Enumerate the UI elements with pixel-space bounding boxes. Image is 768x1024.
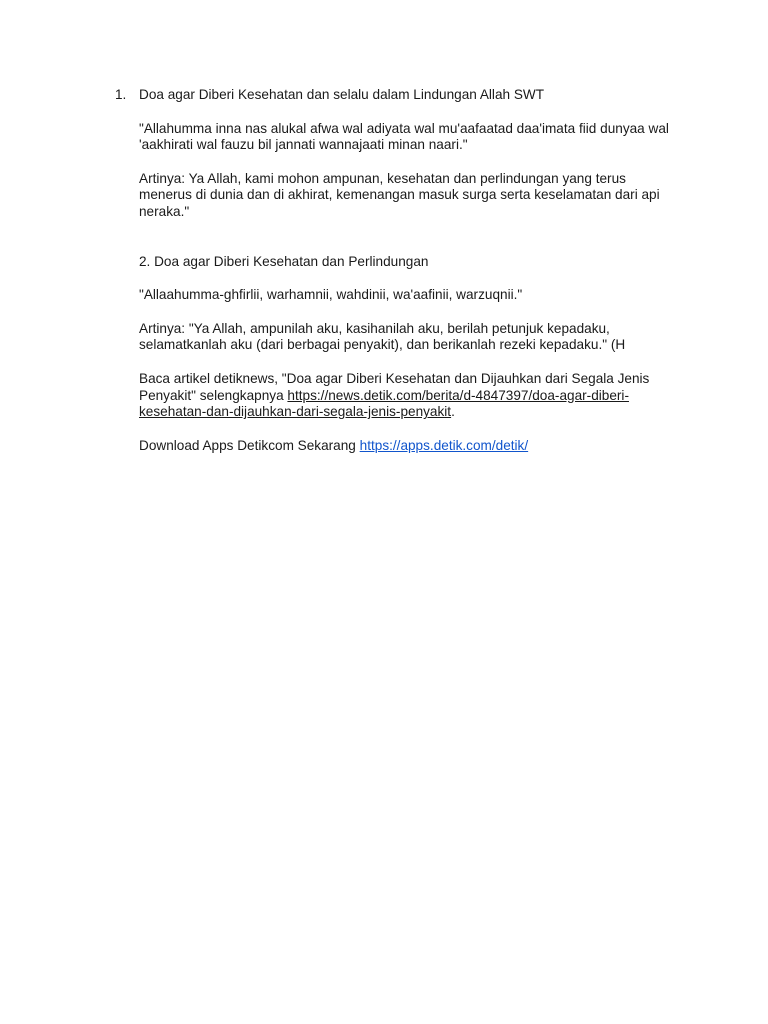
section1-translation: Artinya: Ya Allah, kami mohon ampunan, kesehatan dan perlindungan yang terus menerus di dunia dan di akhirat, kemenangan masuk surga serta keselamatan dari api neraka." xyxy=(139,170,660,219)
download-prefix: Download Apps Detikcom Sekarang xyxy=(139,437,360,453)
section1-heading: Doa agar Diberi Kesehatan dan selalu dalam Lindungan Allah SWT xyxy=(139,87,545,102)
section2-transliteration: "Allaahumma-ghfirlii, warhamnii, wahdinii, wa'aafinii, warzuqnii." xyxy=(139,287,523,303)
download-paragraph xyxy=(139,438,679,455)
section2-translation: Artinya: "Ya Allah, ampunilah aku, kasihanilah aku, berilah petunjuk kepadaku, selamatkanlah aku (dari berbagai penyakit), dan berikanlah rezeki kepadaku." (H xyxy=(139,320,626,353)
section1-transliteration: "Allahumma inna nas alukal afwa wal adiyata wal mu'aafaatad daa'imata fiid dunyaa wal 'aakhirati wal fauzu bil jannati wannajaati minan naari." xyxy=(139,120,669,153)
source-suffix: . xyxy=(451,404,455,420)
source-article-link[interactable]: https://news.detik.com/berita/d-4847397/doa-agar-diberi-kesehatan-dan-dijauhkan-dari-segala-jenis-penyakit xyxy=(139,387,629,420)
section2-heading: 2. Doa agar Diberi Kesehatan dan Perlindungan xyxy=(139,253,429,269)
list-item-1 xyxy=(115,87,679,221)
download-apps-link[interactable]: https://apps.detik.com/detik/ xyxy=(359,437,529,453)
list-number: 1. xyxy=(115,87,127,102)
document-body xyxy=(115,87,679,454)
source-paragraph xyxy=(139,371,679,421)
source-prefix: Baca artikel detiknews, "Doa agar Diberi Kesehatan dan Dijauhkan dari Segala Jenis Penyakit" selengkapnya xyxy=(139,370,650,403)
